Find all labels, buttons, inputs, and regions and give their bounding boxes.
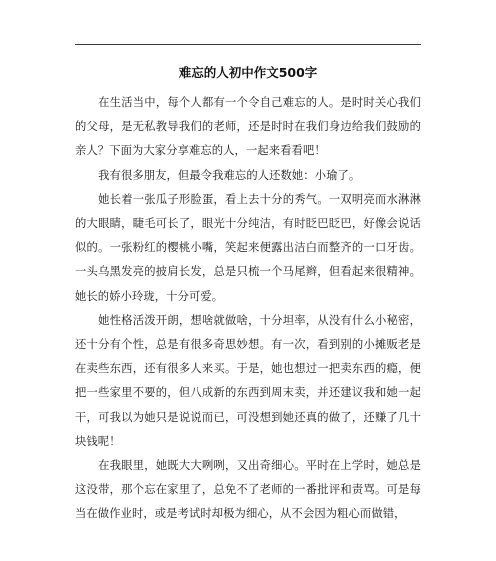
header-rule bbox=[75, 44, 421, 45]
document-body bbox=[75, 91, 421, 527]
paragraph-appearance: 她长着一张瓜子形脸蛋，看上去十分的秀气。一双明亮而水淋淋的大眼睛，睫毛可长了，眼光十分纯洁，有时眨巴眨巴，好像会说话似的。一张粉红的樱桃小嘴，笑起来便露出洁白而整齐的一口牙齿。一头乌黑发亮的披肩长发，总是只梳一个马尾辫，但看起来很精神。她长的娇小玲珑，十分可爱。 bbox=[75, 192, 421, 303]
paragraph-careful: 在我眼里，她既大大咧咧，又出奇细心。平时在上学时，她总是这没带，那个忘在家里了，总免不了老师的一番批评和责骂。可是每当在做作业时，或是考试时却极为细心，从不会因为粗心而做错， bbox=[75, 459, 421, 521]
paragraph-friend: 我有很多朋友，但最令我难忘的人还数她：小瑜了。 bbox=[98, 168, 361, 182]
paragraph-intro: 在生活当中，每个人都有一个令自己难忘的人。是时时关心我们的父母，是无私教导我们的老师，还是时时在我们身边给我们鼓励的亲人？下面为大家分享难忘的人，一起来看看吧！ bbox=[75, 96, 421, 158]
paragraph-personality: 她性格活泼开朗，想啥就做啥，十分坦率，从没有什么小秘密，还十分有个性，总是有很多奇思妙想。有一次，看到别的小摊贩老是在卖些东西，还有很多人来买。于是，她也想过一把卖东西的瘾，便把一些家里不要的，但八成新的东西到周末卖，并还建议我和她一起干，可我以为她只是说说而已，可没想到她还真的做了，还赚了几十块钱呢！ bbox=[75, 313, 421, 448]
document-title: 难忘的人初中作文500字 bbox=[178, 65, 318, 80]
